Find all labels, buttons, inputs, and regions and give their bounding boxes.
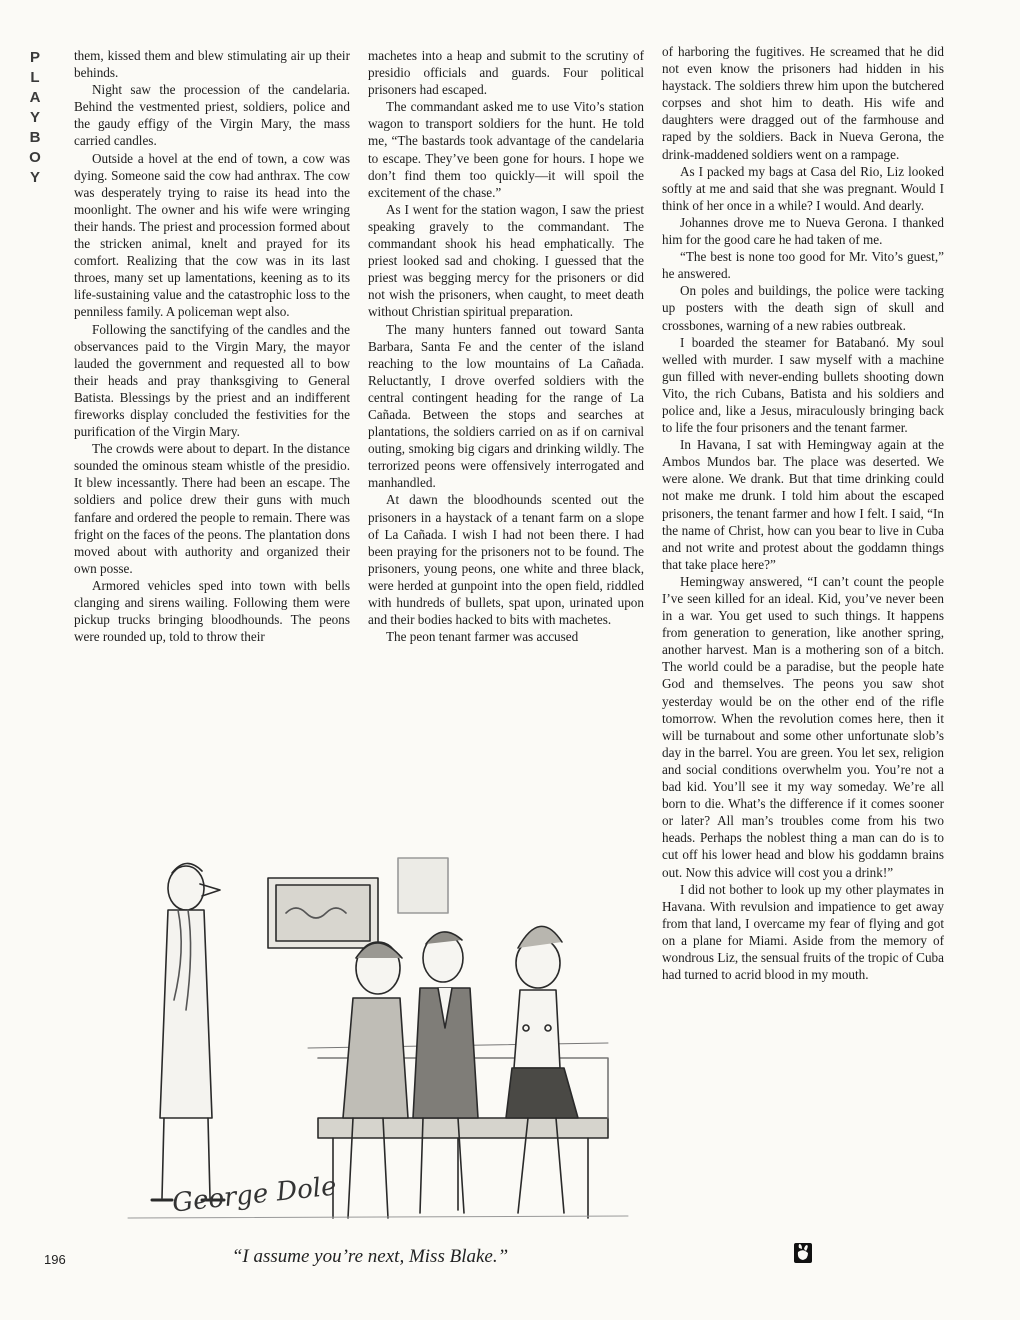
paragraph: The crowds were about to depart. In the distance sounded the ominous steam whistle of the presidio. It blew incessantly. There had been an escape. The soldiers and police drew their guns with much fanfare and ordered the people to remain. There was fright on the faces of the peons. The plantation dons moved about with authority and organized their own posse. — [74, 441, 350, 576]
paragraph: The commandant asked me to use Vito’s station wagon to transport soldiers for the hunt. He told me, “The bastards took advantage of the candelaria to escape. They’ve been gone for hours. I hope we don’t find them too quickly—it will spoil the excitement of the chase.” — [368, 99, 644, 200]
paragraph: them, kissed them and blew stimulating air up their behinds. — [74, 48, 350, 81]
text-column-3 — [662, 43, 944, 983]
paragraph: The many hunters fanned out toward Santa Barbara, Santa Fe and the center of the island reaching to the low mountains of La Cañada. Reluctantly, I drove overfed soldiers with the central contingent heading for the range of La Cañada. Between the stops and searches at plantations, the soldiers carried on as if on carnival outing, smoking big cigars and drinking wildly. The terrorized peons were offensively interrogated and manhandled. — [368, 321, 644, 491]
side-label-letter: Y — [29, 169, 40, 186]
paragraph: Armored vehicles sped into town with bells clanging and sirens wailing. Following them were pickup trucks bringing bloodhounds. The peons were rounded up, told to throw their — [74, 577, 350, 645]
cartoon-illustration — [108, 818, 648, 1238]
paragraph: machetes into a heap and submit to the scrutiny of presidio officials and guards. Four political prisoners had escaped. — [368, 48, 644, 98]
paragraph: On poles and buildings, the police were tacking up posters with the death sign of skull and crossbones, warning of a new rabies outbreak. — [662, 283, 944, 333]
paragraph: Night saw the procession of the candelaria. Behind the vestmented priest, soldiers, police and the gaudy effigy of the Virgin Mary, the mass carried candles. — [74, 82, 350, 149]
paragraph: I boarded the steamer for Batabanó. My soul welled with murder. I saw myself with a machine gun filled with never-ending bullets shooting down Vito, the rich Cubans, Batista and his soldiers and police and, like a Jesus, miraculously bringing back to life the four prisoners and the tenant farmer. — [662, 334, 944, 436]
side-label-letter: O — [29, 149, 41, 166]
paragraph: Outside a hovel at the end of town, a cow was dying. Someone said the cow had anthrax. The cow was desperately trying to raise its head into the moonlight. The owner and his wife were wringing their hands. The priest and procession formed about the stricken animal, knelt and prayed for its comfort. Realizing that the cow was in its last throes, many set up lamentations, keening as to its life-sustaining value and the catastrophic loss to the penniless family. A policeman wept also. — [74, 150, 350, 320]
paragraph: Hemingway answered, “I can’t count the people I’ve seen killed for an ideal. Kid, you’ve never been in a war. You get used to such things. It happens from generation to generation, like another spring, another harvest. Man is a mothering son of a bitch. The world could be a paradise, but the people hate God and themselves. The peons you saw shot yesterday would be on the other end of the rifle tomorrow. When the revolution comes here, then it will be turnabout and some other unfortunate slob’s day in the barrel. You are green. You let sex, religion and social conditions overwhelm you. You’re not a bad kid. You’ll see it my way someday. We’re all born to die. What’s the difference if it comes sooner or later? All man’s troubles come from his two heads. Perhaps the noblest thing a man can do is to cut off his lower head and blow his goddamn brains out. Now this advice will cost you a drink!” — [662, 573, 944, 880]
magazine-side-label — [24, 48, 46, 188]
side-label-letter: P — [29, 49, 40, 66]
paragraph: In Havana, I sat with Hemingway again at the Ambos Mundos bar. The place was deserted. We were alone. We drank. But that time drinking could not make me drunk. I told him about the escaped prisoners, the tenant farmer and how I felt. I said, “In the name of Christ, how can you bear to live in Cuba and not write and protest about the goddamn things that take place here?” — [662, 437, 944, 572]
paragraph: Following the sanctifying of the candles and the observances paid to the Virgin Mary, the mayor lauded the government and requested all to bow their heads and pray thanksgiving to General Batista. Blessings by the priest and an indifferent fireworks display concluded the festivities for the purification of the Virgin Mary. — [74, 321, 350, 440]
artist-signature: George Dole — [170, 1171, 338, 1219]
cartoon-caption: “I assume you’re next, Miss Blake.” — [231, 1246, 509, 1267]
paragraph: Johannes drove me to Nueva Gerona. I thanked him for the good care he had taken of me. — [662, 214, 944, 248]
side-label-letter: L — [30, 69, 40, 86]
paragraph: of harboring the fugitives. He screamed that he did not even know the prisoners had hidden in his haystack. The soldiers threw him upon the butchered corpses and shot him to death. His wife and daughters were dragged out of the farmhouse and raped by the soldiers. Back in Nueva Gerona, the drink-maddened soldiers went on a rampage. — [662, 44, 944, 162]
page-number: 196 — [44, 1252, 66, 1267]
paragraph: The peon tenant farmer was accused — [386, 629, 579, 645]
side-label-letter: Y — [29, 109, 40, 126]
rabbit-head-icon — [794, 1243, 812, 1263]
text-column-1 — [74, 47, 350, 645]
paragraph: At dawn the bloodhounds scented out the prisoners in a haystack of a tenant farm on a slope of La Cañada. I wish I had not been there. I had been praying for the prisoners not to be found. The prisoners, young peons, one white and three black, were herded at gunpoint into the open field, riddled with hundreds of bullets, spat upon, urinated upon and their bodies hacked to bits with machetes. — [368, 492, 644, 628]
side-label-letter: B — [29, 129, 41, 146]
paragraph: “The best is none too good for Mr. Vito’s guest,” he answered. — [662, 249, 944, 282]
side-label-letter: A — [29, 89, 41, 106]
paragraph: As I packed my bags at Casa del Rio, Liz looked softly at me and said that she was pregnant. Would I think of her once in a while? I would. And dearly. — [662, 163, 944, 213]
paragraph: As I went for the station wagon, I saw the priest speaking gravely to the commandant. The commandant shook his head emphatically. The priest looked sad and choking. I guessed that the priest was begging mercy for the prisoners or did not wish the prisoners, when caught, to meet death without Christian spiritual preparation. — [368, 201, 644, 320]
text-column-2 — [368, 47, 644, 645]
paragraph: I did not bother to look up my other playmates in Havana. With revulsion and impatience to get away from that land, I overcame my fear of flying and got on a plane for Miami. Aside from the memory of wondrous Liz, the sensual fruits of the tropic of Cuba had turned to acrid blood in my mouth. — [662, 881, 945, 983]
